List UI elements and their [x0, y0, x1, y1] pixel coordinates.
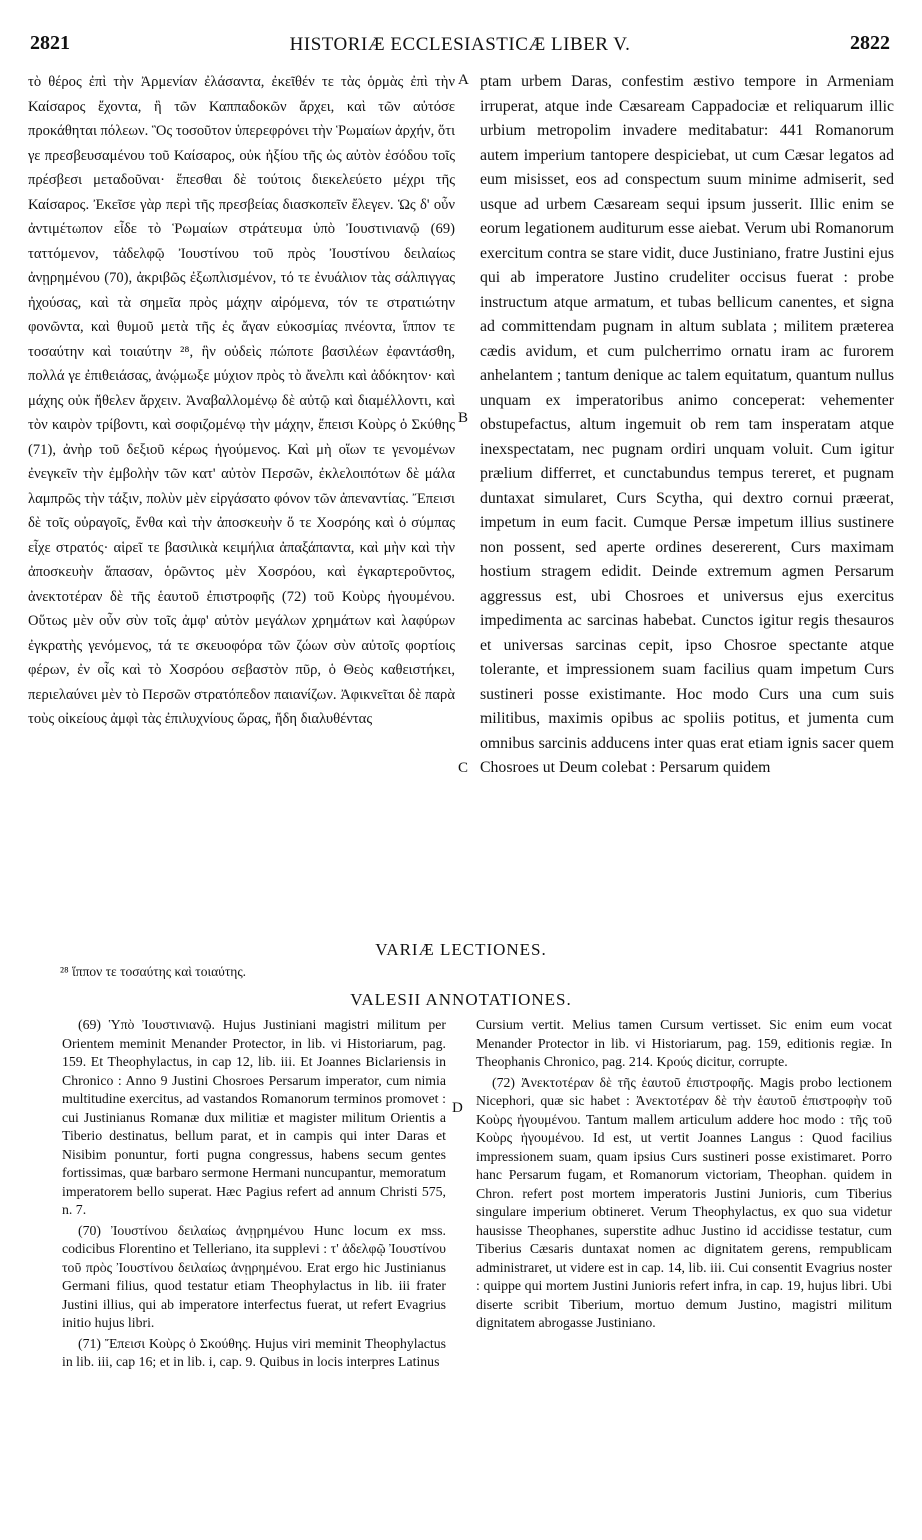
annotation-note: (70) Ἰουστίνου δειλαίως ἀνῃρημένου Hunc locum ex mss. codicibus Florentino et Telleriano, ita supplevi : τ' ἀδελφῷ Ἰουστίνου τοῦ πρὸς Ἰουστίνου δειλαίως ἀνῃρημένου. Erat ergo hic Justinianus Germani filius, quod testatur etiam Theophylactus in lib. iii frater Justini illius, qui ab imperatore interfectus fuerat, ut refert Evagrius initio hujus libri. [62, 1222, 446, 1330]
annotation-note: (71) Ἔπεισι Κοὺρς ὁ Σκούθης. Hujus viri meminit Theophylactus in lib. iii, cap 16; et in lib. i, cap. 9. Quibus in locis interpres Latinus [62, 1335, 446, 1369]
margin-marker-d: D [452, 1100, 463, 1116]
running-title: HISTORIÆ ECCLESIASTICÆ LIBER V. [289, 34, 631, 55]
margin-marker-b: B [458, 410, 469, 426]
page-number-right: 2822 [850, 32, 890, 54]
annotations-right-column [476, 1016, 892, 1335]
page-header [30, 32, 890, 58]
margin-marker-c: C [458, 760, 469, 776]
valesii-annotationes-title: VALESII ANNOTATIONES. [350, 990, 572, 1009]
greek-text-column: τὸ θέρος ἐπὶ τὴν Ἀρμενίαν ἐλάσαντα, ἐκεῖθέν τε τὰς ὁρμὰς ἐπὶ τὴν Καίσαρος ἔχοντα, ἣ τῶν Καππαδοκῶν ἄρχει, καὶ τῶν αὐτόσε προκάθηται πόλεων. Ὃς τοσοῦτον ὑπερεφρόνει τὴν Ῥωμαίων ἀρχήν, ὅτι γε πρεσβευσαμένου τοῦ Καίσαρος, οὐκ ἠξίου τῆς ὡς αὐτὸν ἐσόδου τοῖς πρέσβεσι μεταδοῦναι· ἕπεσθαι δὲ τούτοις διεκελεύετο μέχρι τῆς Καίσαρος. Ἐκεῖσε γὰρ περὶ τῆς πρεσβείας διασκοπεῖν ἔλεγεν. Ὡς δ' οὖν ἀντιμέτωπον εἶδε τὸ Ῥωμαίων στράτευμα ὑπὸ Ἰουστινιανῷ (69) ταττόμενον, τἀδελφῷ Ἰουστίνου τοῦ πρὸς Ἰουστίνου δειλαίως ἀνῃρημένου (70), ἀκριβῶς ἐξωπλισμένον, τό τε ἐνυάλιον τὰς σάλπιγγας ἠχούσας, καὶ τὰ σημεῖα πρὸς μάχην αἰρόμενα, τόν τε στρατιώτην φονῶντα, καὶ θυμοῦ μετὰ τῆς ἐς ἄγαν εὐκοσμίας πνέοντα, ἵππον τε τοσαύτην καὶ τοιαύτην ²⁸, ἣν οὐδεὶς πώποτε βασιλέων ἐφαντάσθη, πολλά γε ἐπιθειάσας, ἀνῴμωξε μύχιον πρὸς τὸ ἄνελπι καὶ ἀδόκητον· καὶ μάχης οὐκ ἤθελεν ἄρχειν. Ἀναβαλλομένῳ δὲ αὐτῷ καὶ διαμέλλοντι, καὶ τὸν καιρὸν τρίβοντι, καὶ σοφιζομένῳ τὴν μάχην, ἔπεισι Κοὺρς ὁ Σκύθης (71), ἀνὴρ τοῦ δεξιοῦ κέρως ἡγούμενος. Καὶ μὴ οἵων τε γενομένων ἐνεγκεῖν τὴν ἐμβολὴν τῶν κατ' αὐτὸν Περσῶν, ἐκλελοιπότων δὲ μάλα λαμπρῶς τὴν τάξιν, πολὺν μὲν εἰργάσατο φόνον τῶν ἀπεναντίας. Ἔπεισι δὲ τοῖς οὐραγοῖς, ἔνθα καὶ τὴν ἀποσκευὴν ὅ τε Χοσρόης καὶ ὁ σύμπας εἶχε στρατός· αἱρεῖ τε βασιλικὰ κειμήλια ἀπαξάπαντα, καὶ μὴν καὶ τὴν ἀποσκευὴν ἅπασαν, ὁρῶντος μὲν Χοσρόου, καὶ ἐγκαρτεροῦντος, ἀνεκτοτέραν δὲ τῆς ἑαυτοῦ ἐπιστροφῆς (72) τοῦ Κοὺρς ἡγουμένου. Οὕτως μὲν οὖν σὺν τοῖς ἀμφ' αὐτὸν μεγάλων χρημάτων καὶ λαφύρων ἐγκρατὴς γενόμενος, τά τε σκευοφόρα τῶν ζώων σὺν αὐτοῖς φορτίοις φέρων, ἐν οἷς καὶ τὸ Χοσρόου σεβαστὸν πῦρ, ὁ Θεὸς καθειστήκει, περιελαύνει μὲν τὸ Περσῶν στρατόπεδον παιανίζων. Ἀφικνεῖται δὲ παρὰ τοὺς οἰκείους ἀμφὶ τὰς ἐπιλυχνίους ὥρας, ἤδη διαλυθέντας [28, 74, 455, 727]
annotation-note: Cursium vertit. Melius tamen Cursum vertisset. Sic enim eum vocat Menander Protector in lib. vi Historiarum, pag. 159, editionis regiæ. In Theophanis Chronico, pag. 214. Κρούς dicitur, corrupte. [476, 1017, 892, 1069]
annotation-note: (69) Ὑπὸ Ἰουστινιανῷ. Hujus Justiniani magistri militum per Orientem meminit Menander Protector, in lib. vi Historiarum, pag. 159. Et Theophylactus, in cap 12, lib. iii. Et Joannes Biclariensis in Chronico : Anno 9 Justini Chosroes Persarum imperator, cum nimia multitudine exercitus, ad vastandos Romanorum terminos promovet : cui Justinianus Romanæ dux militiæ et magister militum Orientis a Tiberio destinatus, bellum parat, et in campis qui inter Daras et Nisibim ponuntur, forti pugna congressus, habens secum gentes fortissimas, quæ barbaro sermone Hermani nuncupantur, memoratum imperatorem bello superat. Hæc Pagius refert ad annum Christi 575, n. 7. [62, 1017, 446, 1217]
annotation-note: (72) Ἀνεκτοτέραν δὲ τῆς ἑαυτοῦ ἐπιστροφῆς. Magis probo lectionem Nicephori, quæ sic habet : Ἀνεκτοτέραν δὲ τὴν ἑαυτοῦ ἐπιστροφὴν τοῦ Κοὺρς ἡγουμένου. Tantum mallem articulum addere hoc modo : τῆς τοῦ Κοὺρς ἡγουμένου. Id est, ut vertit Joannes Langus : Quod facilius impressionem suam, quam ipsius Curs sustineri posse existimaret. Porro hanc Persarum fugam, et Romanorum victoriam, Theophan. quidem in Chron. refert post mortem imperatoris Justini Junioris, cum Tiberius singulare imperium obtineret. Verum Theophylactus, ex quo sua videtur hausisse Theophanes, superstite adhuc Justino id accidisse testatur, cum Tiberius Cæsaris duntaxat nomen ac dignitatem gerens, rempublicam administraret, ut videre est in cap. 14, lib. iii. Cui consentit Evagrius noster : quippe qui mortem Justini Junioris refert infra, in cap. 19, hujus libri. Ubi diserte scribit Tiberium, mortuo demum Justino, magistri militum dignitatem abrogasse Justiniano. [476, 1074, 892, 1330]
variae-lectiones-title: VARIÆ LECTIONES. [375, 940, 547, 959]
margin-marker-a: A [458, 72, 469, 88]
page-number-left: 2821 [30, 32, 70, 54]
latin-text-column: ptam urbem Daras, confestim æstivo tempore in Armeniam irruperat, atque inde Cæsaream Cappadociæ et reliquarum illic urbium metropolim invadere meditabatur: 441 Romanorum autem imperium tantopere despiciebat, ut cum Cæsar legatos ad eum misisset, eos ad conspectum suum minime admiserit, sed usque ad urbem Cæsaream sequi ipsum jusserit. Illic enim se eorum legationem auditurum esse aiebat. Verum ubi Romanorum exercitum contra se stare vidit, duce Justiniano, fratre Justini ejus qui ab imperatore Justino crudeliter occisus fuerat : probe instructum atque armatum, et tubas bellicum canentes, et signa ad committendam pugnam in altum sublata ; militem præterea cædis avidum, et cum pulcherrimo ornatu iram ac furorem anhelantem ; tantum denique ac talem equitatum, quantum nullus unquam ex imperatoribus animo conceperat: vehementer obstupefactus, altum ingemuit ob rem tam insperatam atque inexspectatam, nec pugnam ordiri unquam voluit. Cum igitur prælium differret, et cunctabundus tempus tereret, et pugnam duntaxat simularet, Curs Scytha, qui dextro cornui præerat, impetum in eum facit. Cumque Persæ impetum illius sustinere non possent, sed aperte ordines desererent, Curs maximam hostium stragem edidit. Deinde extremum agmen Persarum aggressus est, ubi Chosroes et universus ejus exercitus impedimenta ac sarcinas habebat. Cunctos igitur regis thesauros et universas sarcinas cepit, ipso Chosroe spectante atque tolerante, et impressionem suam facilius quam impetum Curs sustineri posse existimante. Hoc modo Curs una cum suis militibus, maximis opibus ac spoliis potitus, et jumenta cum omnibus sarcinis adducens inter quas erat etiam ignis sacer quem Chosroes ut Deum colebat : Persarum quidem [480, 73, 894, 776]
variae-lectiones-entry: ²⁸ ἵππον τε τοσαύτης καὶ τοιαύτης. [60, 964, 247, 979]
annotations-left-column [62, 1016, 446, 1374]
